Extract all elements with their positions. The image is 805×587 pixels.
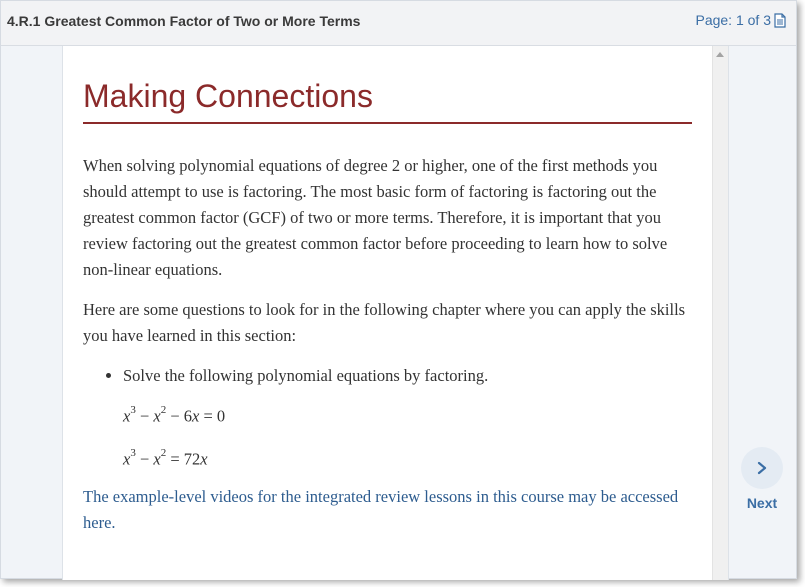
next-circle[interactable]: [741, 447, 783, 489]
videos-link-paragraph[interactable]: The example-level videos for the integrated review lessons in this course may be accessed here.: [83, 487, 679, 532]
page-indicator: [695, 12, 786, 28]
content-panel: [62, 46, 713, 580]
next-label[interactable]: Next: [746, 495, 778, 511]
list-item: • Solve the following polynomial equations by factoring.: [123, 363, 693, 389]
scroll-up-arrow-icon[interactable]: [716, 52, 724, 57]
lesson-title: 4.R.1 Greatest Common Factor of Two or More Terms: [7, 13, 361, 29]
page-label: Page: 1 of 3: [695, 12, 771, 28]
chevron-right-icon: [755, 461, 769, 475]
document-icon[interactable]: [774, 13, 786, 28]
page-heading: Making Connections: [83, 76, 692, 124]
vertical-scrollbar[interactable]: [712, 46, 729, 580]
equation-1: $x^3 - x^2 - 6x = 0$: [123, 404, 226, 426]
header-bar: [1, 1, 796, 46]
bullet-list: [83, 363, 693, 389]
lesson-body: [83, 153, 693, 550]
next-button[interactable]: [737, 447, 787, 511]
intro-paragraph: When solving polynomial equations of degree 2 or higher, one of the first methods you should attempt to use is factoring. The most basic form of factoring is factoring out the greatest common factor (GCF) of two or more terms. Therefore, it is important that you review factoring out the greatest common factor before proceeding to learn how to solve non-linear equations.: [83, 156, 668, 279]
questions-paragraph: Here are some questions to look for in the following chapter where you can apply the skills you have learned in this section:: [83, 300, 686, 345]
equation-2: $x^3 - x^2 = 72x$: [123, 446, 208, 468]
